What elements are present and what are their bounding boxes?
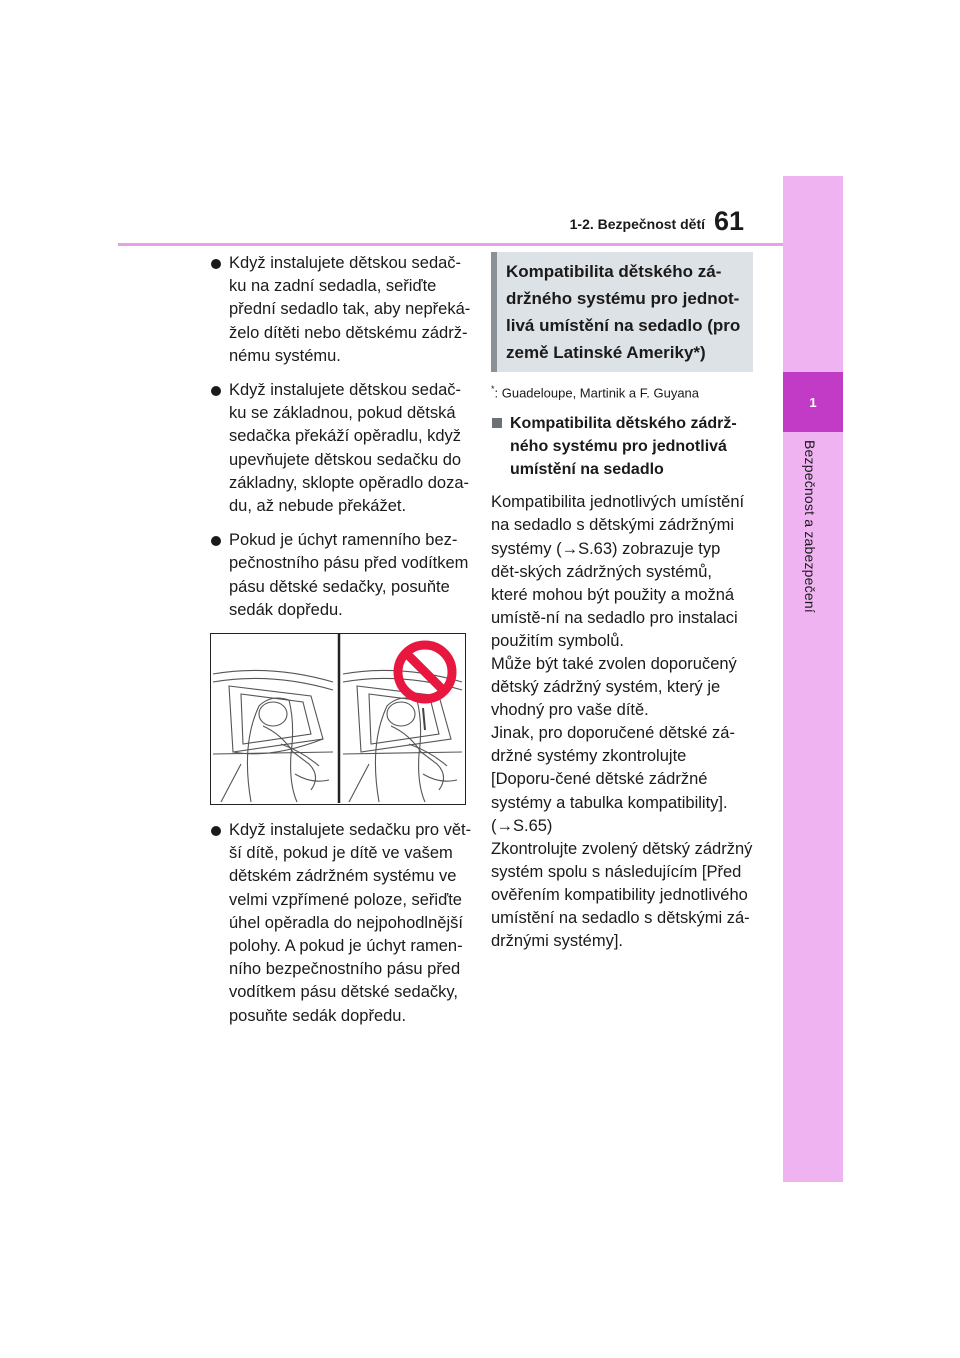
correct-installation-panel <box>213 670 333 802</box>
right-column <box>491 252 753 953</box>
list-item-text: Když instalujete sedačku pro vět-ší dítě, pokud je dítě ve vašem dětském zádržném systému ve velmi vzpřímené poloze, seřiďte úhel opěradla do nejpohodlnější polohy. A pokud je úchyt ramen-ního bezpečnostního pásu před vodítkem pásu dětské sedačky, posuňte sedák dopředu. <box>229 821 472 1025</box>
page-number: 61 <box>714 206 745 236</box>
chapter-side-tab <box>783 176 843 1182</box>
list-item <box>210 252 472 368</box>
bullet-dot-icon <box>211 536 221 546</box>
header-divider <box>118 243 783 246</box>
list-item-text: Pokud je úchyt ramenního bez-pečnostního pásu před vodítkem pásu dětské sedačky, posuňte sedák dopředu. <box>229 531 469 619</box>
child-seat-illustration <box>210 633 466 805</box>
prohibition-icon <box>398 645 452 699</box>
body-text <box>491 491 753 953</box>
list-item <box>210 379 472 518</box>
paragraph: Kompatibilita jednotlivých umístění na sedadlo s dětskými zádržnými systémy (→S.63) zobrazuje typ dět-ských zádržných systémů, které mohou být použity a možná umístě-ní na sedadlo pro instalaci použitím symbolů. <box>491 493 745 650</box>
section-heading-box: Kompatibilita dětského zá-držného systému pro jednot-livá umístění na sedadlo (pro země Latinské Ameriky*) <box>491 252 753 372</box>
paragraph: Může být také zvolen doporučený dětský zádržný systém, který je vhodný pro vaše dítě. <box>491 654 737 720</box>
paragraph: Jinak, pro doporučené dětské zá-držné systémy zkontrolujte [Doporu-čené dětské zádržné systémy a tabulka kompatibility]. (→S.65) <box>491 724 735 835</box>
list-item <box>210 529 472 622</box>
list-item-text: Když instalujete dětskou sedač-ku na zadní sedadla, seřiďte přední sedadlo tak, aby nepřeká-želo dítěti nebo dětskému zádrž-nému systému. <box>229 254 471 365</box>
list-item <box>210 819 472 1028</box>
section-title: 1-2. Bezpečnost dětí <box>569 216 705 232</box>
footnote-text: : Guadeloupe, Martinik a F. Guyana <box>494 385 700 401</box>
subheading <box>491 412 753 481</box>
square-bullet-icon <box>492 418 502 428</box>
list-item-text: Když instalujete dětskou sedač-ku se základnou, pokud dětská sedačka překáží opěradlu, když upevňujete dětskou sedačku do základny, sklopte opěradlo doza-du, až nebude překážet. <box>229 381 470 516</box>
bullet-dot-icon <box>211 386 221 396</box>
chapter-number-tab[interactable]: 1 <box>783 372 843 432</box>
child-seat-drawing <box>211 634 464 803</box>
bullet-dot-icon <box>211 259 221 269</box>
left-column <box>210 252 472 1039</box>
bullet-dot-icon <box>211 826 221 836</box>
footnote-marker: * <box>491 384 495 394</box>
footnote <box>491 384 753 400</box>
chapter-title: Bezpečnost a zabezpečení <box>802 440 818 613</box>
paragraph: Zkontrolujte zvolený dětský zádržný systém spolu s následujícím [Před ověřením kompatibility jednotlivého umístění na sedadlo s dětskými zá-držnými systémy]. <box>491 839 753 951</box>
subheading-text: Kompatibilita dětského zádrž-ného systému pro jednotlivá umístění na sedadlo <box>510 415 737 479</box>
